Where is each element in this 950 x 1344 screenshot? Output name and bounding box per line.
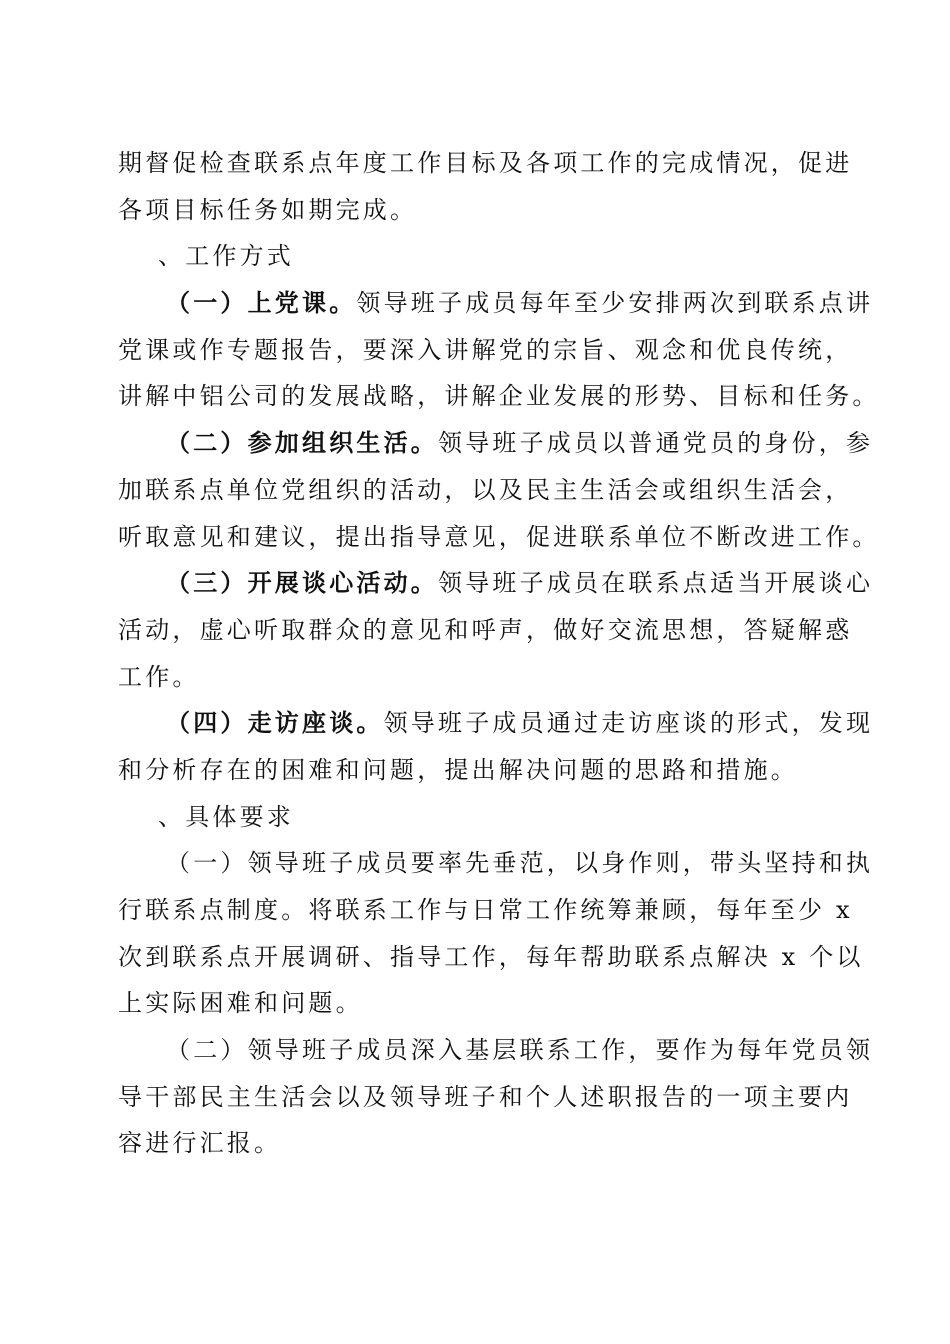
paragraph-line: 导干部民主生活会以及领导班子和个人述职报告的一项主要内 [118,1082,853,1111]
item-text: 领导班子成员以普通党员的身份，参 [438,429,874,458]
paragraph-line: （二）领导班子成员深入基层联系工作，要作为每年党员领 [166,1036,874,1065]
item-text: 领导班子成员通过走访座谈的形式，发现 [383,709,874,738]
paragraph-line: 次到联系点开展调研、指导工作，每年帮助联系点解决 x 个以 [118,942,864,971]
paragraph-line: 工作。 [118,662,200,691]
paragraph-line: 讲解中铝公司的发展战略，讲解企业发展的形势、目标和任务。 [118,382,880,411]
paragraph-line: 活动，虚心听取群众的意见和呼声，做好交流思想，答疑解惑 [118,615,853,644]
paragraph-line: 和分析存在的困难和问题，提出解决问题的思路和措施。 [118,755,798,784]
paragraph-line [118,420,874,467]
item-title: （一）上党课。 [166,288,357,318]
paragraph-line: 容进行汇报。 [118,1129,282,1158]
paragraph-line: 上实际困难和问题。 [118,989,363,1018]
item-text: 领导班子成员在联系点适当开展谈心 [438,569,874,598]
paragraph-line [118,280,874,327]
section-heading-work-methods: 、工作方式 [158,242,294,271]
section-heading-requirements: 、具体要求 [158,802,294,831]
paragraph-line: 加联系点单位党组织的活动，以及民主生活会或组织生活会， [118,475,853,504]
paragraph-line: 期督促检查联系点年度工作目标及各项工作的完成情况，促进 [118,149,853,177]
item-title: （三）开展谈心活动。 [166,568,438,598]
paragraph-line: 党课或作专题报告，要深入讲解党的宗旨、观念和优良传统， [118,335,853,364]
paragraph-line: （一）领导班子成员要率先垂范，以身作则，带头坚持和执 [166,849,874,878]
paragraph-line: 听取意见和建议，提出指导意见，促进联系单位不断改进工作。 [118,522,880,551]
item-title: （四）走访座谈。 [166,708,384,738]
paragraph-line [118,700,874,747]
document-body [118,140,880,1167]
item-text: 领导班子成员每年至少安排两次到联系点讲 [356,289,874,318]
paragraph-line [118,560,874,607]
paragraph-line: 各项目标任务如期完成。 [118,195,418,224]
paragraph-line: 行联系点制度。将联系工作与日常工作统筹兼顾，每年至少 x [118,896,853,924]
item-title: （二）参加组织生活。 [166,428,438,458]
